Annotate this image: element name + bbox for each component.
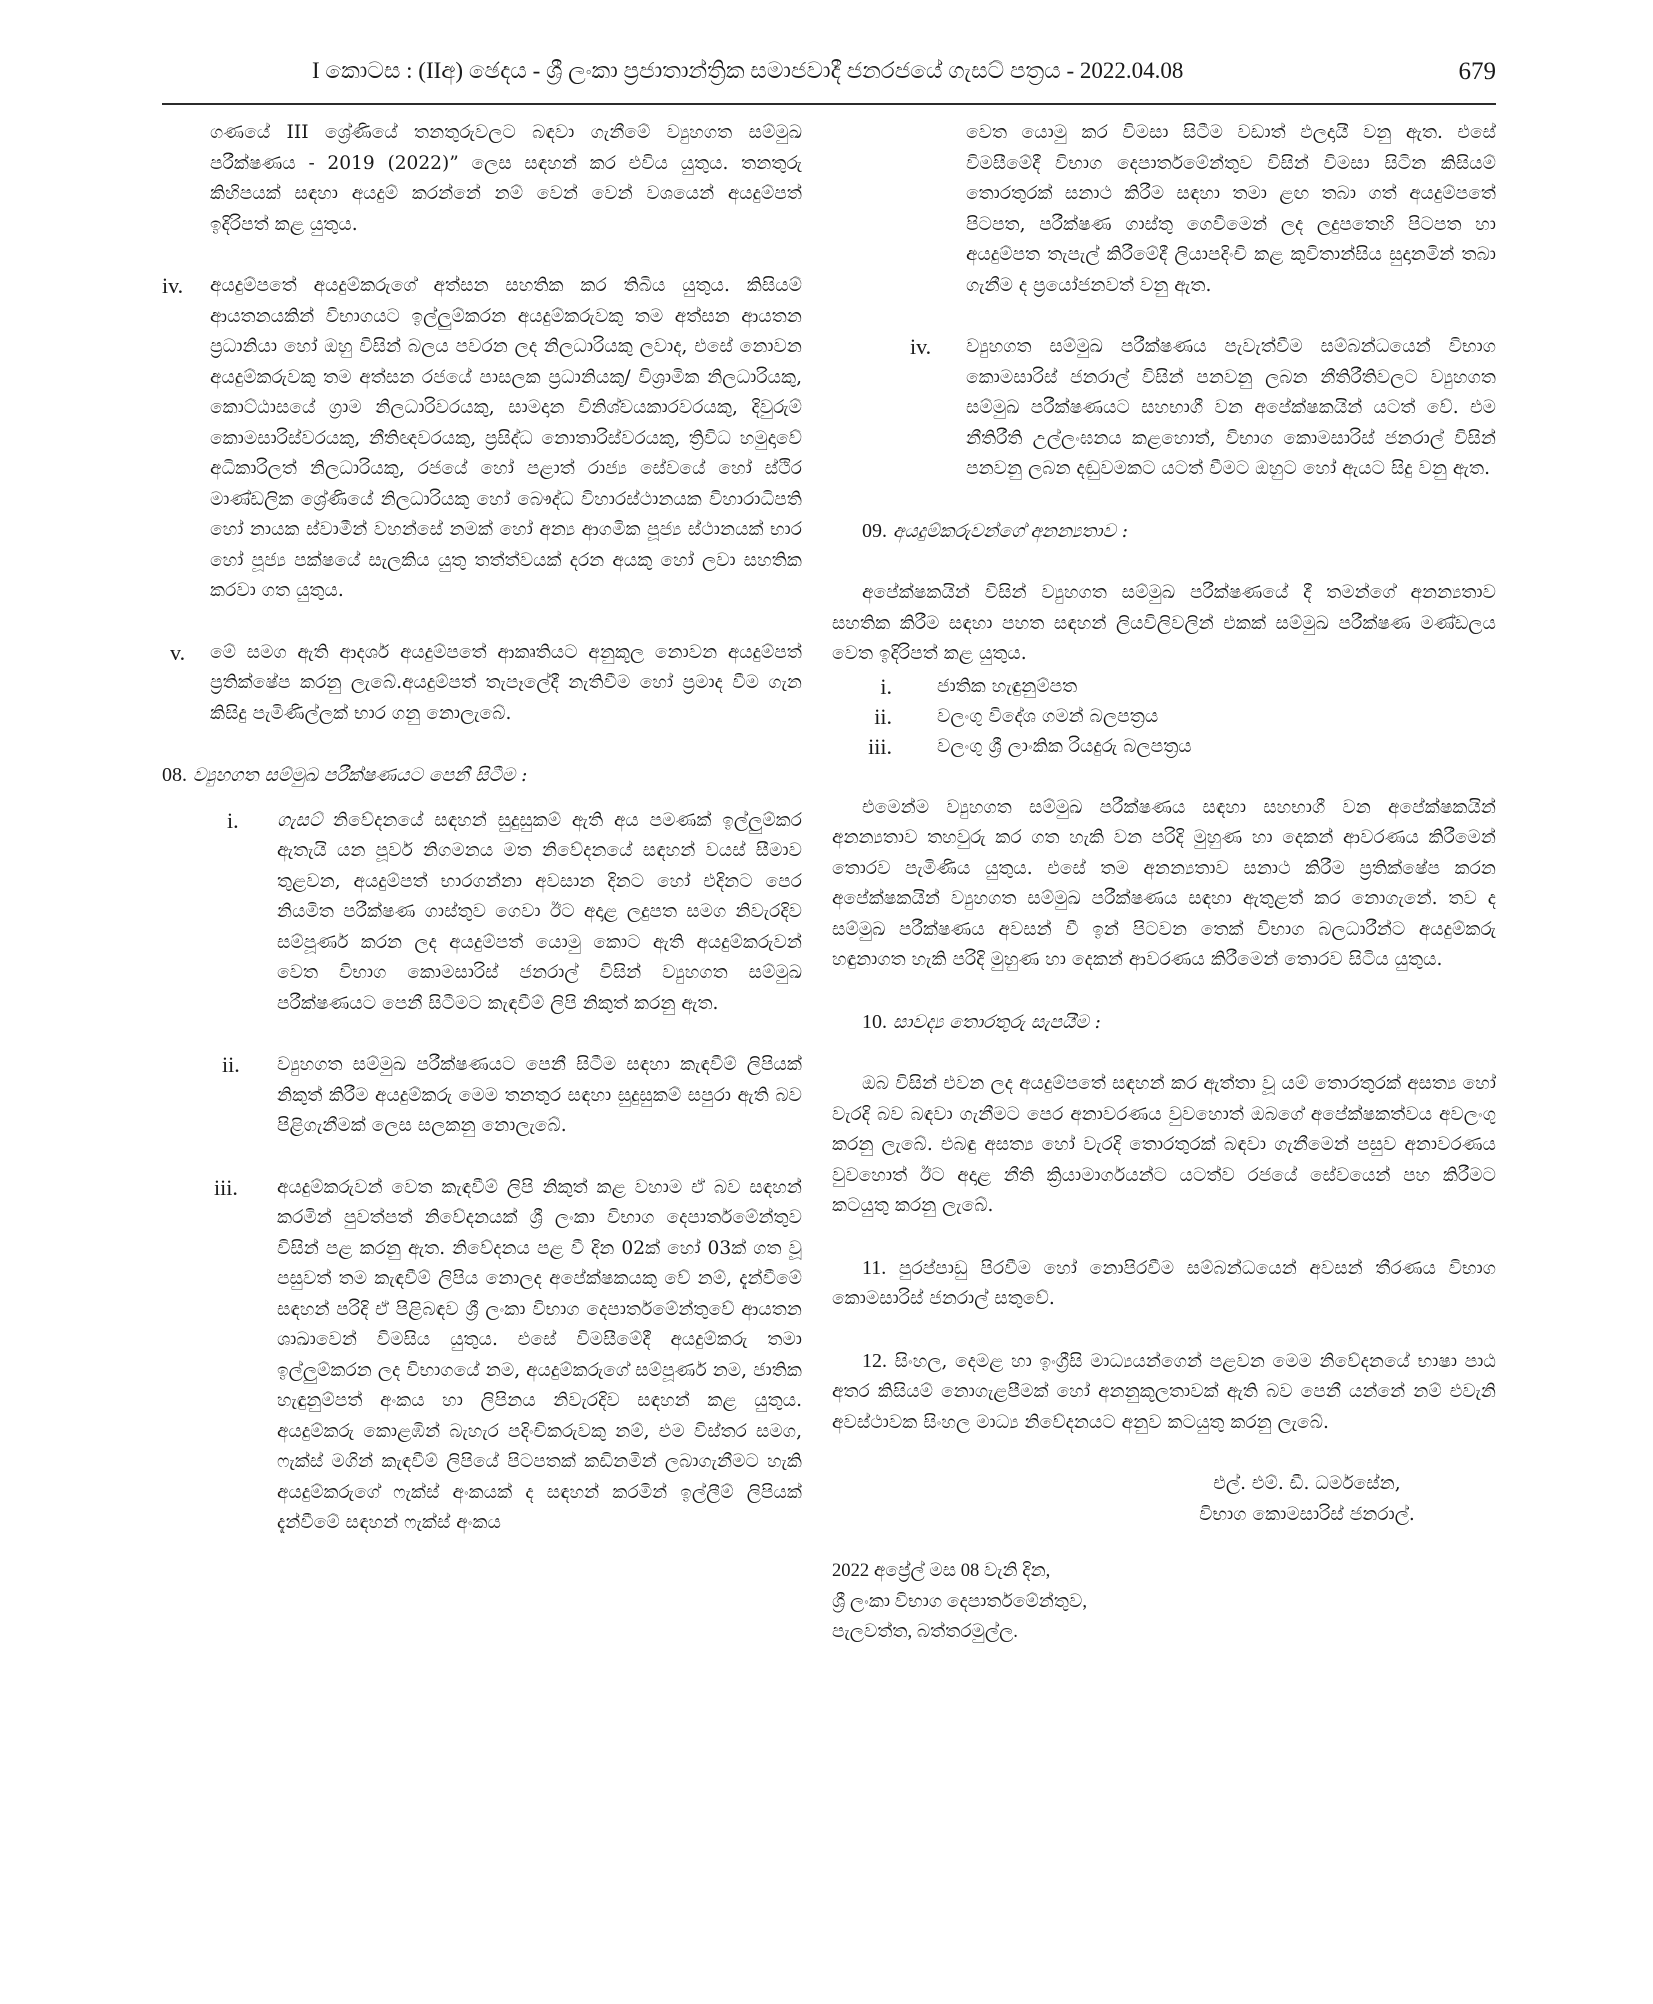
section-08-heading <box>162 760 802 792</box>
section-12-paragraph <box>832 1346 1496 1439</box>
list-num: ii. <box>222 1052 240 1077</box>
signature-block <box>1132 1469 1482 1530</box>
list-text: ජාතික හැඳුනුම්පත <box>937 675 1078 697</box>
header-rule <box>162 103 1496 105</box>
list-num: iii. <box>868 733 892 759</box>
section-text: පුරප්පාඩු පිරවීම හෝ නොපිරවීම සම්බන්ධයෙන් අවසන් තීරණය විභාග කොමසාරිස් ජනරාල් සතුවේ. <box>832 1257 1496 1309</box>
section-title: අයදුම්කරුවන්ගේ අනන්‍යතාව : <box>892 520 1128 542</box>
left-column <box>162 118 802 1539</box>
list-text <box>277 806 802 1020</box>
section-08-item-i <box>162 806 802 1020</box>
gazette-word: ගැසට් <box>277 809 323 831</box>
section-number: 11. <box>862 1256 887 1279</box>
right-column <box>832 118 1496 1648</box>
list-text: අයදුම්කරුවන් වෙත කැඳවීම් ලිපි නිකුත් කළ වහාම ඒ බව සඳහන් කරමින් පුවත්පත් නිවේදනයක් ශ්‍රී ලංකා විභාග දෙපාර්තමේන්තුව විසින් පළ කරනු ඇත. නිවේදනය පළ වී දින 02ක් හෝ 03ක් ගත වූ පසුවත් තම කැඳවීම් ලිපිය නොලද අපේක්ෂකයකු වේ නම්, දැන්වීමේ සඳහන් පරිදි ඒ පිළිබඳව ශ්‍රී ලංකා විභාග දෙපාර්තමේන්තුවේ ආයතන ශාඛාවෙන් විමසිය යුතුය. එසේ විමසීමේදී අයදුම්කරු තමා ඉල්ලුම්කරන ලද විභාගයේ නම, අයදුම්කරුගේ සම්පූර්ණ නම, ජාතික හැඳුනුම්පත් අංකය හා ලිපිනය නිවැරදිව සඳහන් කළ යුතුය. අයදුම්කරු කොළඹින් බැහැර පදිංචිකරුවකු නම්, එම විස්තර සමග, ෆැක්ස් මගින් කැඳවීම් ලිපියේ පිටපතක් කඩිනමින් ලබාගැනීමට හැකි අයදුම්කරුගේ ෆැක්ස් අංකයක් ද සඳහන් කරමින් ඉල්ලීම් ලිපියක් දැන්වීමේ සඳහන් ෆැක්ස් අංකය <box>277 1176 802 1533</box>
list-text: අයදුම්පතේ අයදුම්කරුගේ අත්සන සහතික කර තිබිය යුතුය. කිසියම් ආයතනයකින් විභාගයට ඉල්ලුම්කරන අයදුම්කරුවකු තම අත්සන ආයතන ප්‍රධානියා හෝ ඔහු විසින් බලය පවරන ලද නිලධාරියකු ලවාද, එසේ නොවන අයදුම්කරුවකු තම අත්සන රජයේ පාසලක ප්‍රධානියකු/ විශ්‍රාමික නිලධාරියකු, කොට්ඨාසයේ ග්‍රාම නිලධාරිවරයකු, සාමදාන විනිශ්චයකාරවරයකු, දිවුරුම් කොමසාරිස්වරයකු, නීතිඥවරයකු, ප්‍රසිද්ධ නොතාරිස්වරයකු, ත්‍රිවිධ හමුදාවේ අධිකාරිලත් නිලධාරියකු, රජයේ හෝ පළාත් රාජ්‍ය සේවයේ හෝ ස්ථිර මාණ්ඩලික ශ්‍රේණියේ නිලධාරියකු හෝ බෞද්ධ විහාරස්ථානයක විහාරාධිපති හෝ නායක ස්වාමීන් වහන්සේ නමක් හෝ අන්‍ය ආගමික පූජ්‍ය ස්ථානයක් භාර හෝ පූජ්‍ය පක්ෂයේ සැලකිය යුතු තත්ත්වයක් දරන අයකු හෝ ලවා සහතික කරවා ගත යුතුය. <box>210 275 802 601</box>
section-number: 09. <box>862 519 887 542</box>
list-num: i. <box>227 807 239 833</box>
section-number: 10. <box>862 1010 887 1033</box>
section-08-item-ii <box>162 1050 802 1142</box>
section-08-item-iii <box>162 1173 802 1539</box>
section-09-heading <box>832 516 1496 548</box>
list-item-iv <box>162 271 802 607</box>
list-num: ii. <box>874 703 892 729</box>
section-09-body: එමෙන්ම ව්‍යුහගත සම්මුඛ පරීක්ෂණය සඳහා සහභාගී වන අපේක්ෂකයින් අනන්‍යතාව තහවුරු කර ගත හැකි වන පරිදි මුහුණ හා දෙකන් ආවරණය කිරීමෙන් තොරව පැමිණිය යුතුය. එසේ තම අනන්‍යතාව සනාථ කිරීම ප්‍රතික්ෂේප කරන අපේක්ෂකයින් ව්‍යුහගත සම්මුඛ පරීක්ෂණය සඳහා ඇතුළත් කර නොගැනේ. තව ද සම්මුඛ පරීක්ෂණය අවසන් වී ඉන් පිටවන තෙක් විභාග බලධාරීන්ට අයදුම්කරු හඳුනාගත හැකි පරිදි මුහුණ හා දෙකන් ආවරණය කිරීමෙන් තොරව සිටිය යුතුය. <box>832 796 1496 970</box>
id-documents-list <box>832 672 1496 762</box>
signatory-name: එල්. එම්. ඩී. ධර්මසේන, <box>1213 1473 1401 1494</box>
id-document-item <box>832 702 1496 732</box>
intro-block <box>210 118 802 240</box>
list-text: වලංගු ශ්‍රී ලාංකික රියදුරු බලපත්‍රය <box>937 735 1192 757</box>
section-number: 12. <box>862 1349 887 1372</box>
section-title: ව්‍යුහගත සම්මුඛ පරීක්ෂණයට පෙනී සිටීම : <box>192 765 528 786</box>
list-num: v. <box>170 639 186 665</box>
intro-paragraph: ගණයේ III ශ්‍රේණියේ තනතුරුවලට බඳවා ගැනීමේ ව්‍යුහගත සම්මුඛ පරීක්ෂණය - 2019 (2022)” ලෙස සඳහන් කර එවිය යුතුය. තනතුරු කිහිපයක් සඳහා අයදුම් කරන්නේ නම් වෙන් වෙන් වශයෙන් අයදුම්පත් ඉදිරිපත් කළ යුතුය. <box>210 122 802 235</box>
section-10-heading <box>832 1007 1496 1039</box>
right-list-item-iv <box>832 332 1496 485</box>
list-text-body: නිවේදනයේ සඳහන් සුදුසුකම් ඇති අය පමණක් ඉල්ලුම්කර ඇතැයි යන පූර්ව නිගමනය මත නිවේදනයේ සඳහන් වයස් සීමාව තුළවන, අයදුම්පත් භාරගන්නා අවසාන දිනට හෝ එදිනට පෙර නියමිත පරීක්ෂණ ගාස්තුව ගෙවා ඊට අදාළ ලදුපත සමග නිවැරදිව සම්පූර්ණ කරන ලද අයදුම්පත් යොමු කොට ඇති අයදුම්කරුවන් වෙත විභාග කොමසාරිස් ජනරාල් විසින් ව්‍යුහගත සම්මුඛ පරීක්ෂණයට පෙනී සිටීමට කැඳවීම් ලිපි නිකුත් කරනු ඇත. <box>277 809 802 1014</box>
address-line: පැලවත්ත, බත්තරමුල්ල. <box>832 1621 1018 1642</box>
page-header <box>162 58 1496 100</box>
section-11-paragraph <box>832 1253 1496 1315</box>
section-09-intro: අපේක්ෂකයින් විසින් ව්‍යුහගත සම්මුඛ පරීක්ෂණයේ දී තමන්ගේ අනන්‍යතාව සහතික කිරීම සඳහා පහත සඳහන් ලියවිලිවලින් එකක් සම්මුඛ පරීක්ෂණ මණ්ඩලය වෙත ඉදිරිපත් කළ යුතුය. <box>832 582 1496 664</box>
section-text: සිංහල, දෙමළ හා ඉංග්‍රීසි මාධ්‍යයන්ගෙන් පළවන මෙම නිවේදනයේ භාෂා පාඨ අතර කිසියම් නොගැළපීමක් හෝ අනනුකූලතාවක් ඇති බව පෙනී යන්නේ නම් එවැනි අවස්ථාවක සිංහල මාධ්‍ය නිවේදනයට අනුව කටයුතු කරනු ලැබේ. <box>832 1350 1496 1433</box>
list-num: iii. <box>214 1174 238 1200</box>
list-text: මේ සමග ඇති ආදර්ශ අයදුම්පතේ ආකෘතියට අනුකූල නොවන අයදුම්පත් ප්‍රතික්ෂේප කරනු ලැබේ.අයදුම්පත් තැපෑලේදී නැතිවීම හෝ ප්‍රමාද වීම ගැන කිසිදු පැමිණිල්ලක් භාර ගනු නොලැබේ. <box>210 641 802 724</box>
page-number: 679 <box>1458 58 1496 85</box>
continuation-block <box>832 118 1496 301</box>
list-num: iv. <box>162 273 184 298</box>
list-num: i. <box>880 673 892 699</box>
list-text: ව්‍යුහගත සම්මුඛ පරීක්ෂණයට පෙනී සිටීම සඳහා කැඳවීම් ලිපියක් නිකුත් කිරීම අයදුම්කරු මෙම තනතුර සඳහා සුදුසුකම් සපුරා ඇති බව පිළිගැනීමක් ලෙස සලකනු නොලැබේ. <box>277 1054 802 1136</box>
id-document-item <box>832 672 1496 702</box>
list-item-v <box>162 638 802 730</box>
list-num: iv. <box>910 334 932 359</box>
department-line: ශ්‍රී ලංකා විභාග දෙපාර්තමේන්තුව, <box>832 1590 1087 1612</box>
section-number: 08. <box>162 764 187 786</box>
continuation-paragraph: වෙත යොමු කර විමසා සිටීම වඩාත් ඵලදායී වනු ඇත. එසේ විමසීමේදී විභාග දෙපාර්තමේන්තුව විසින් විමසා සිටින කිසියම් තොරතුරක් සනාථ කිරීම සඳහා තමා ළඟ තබා ගත් අයදුම්පතේ පිටපත, පරීක්ෂණ ගාස්තු ගෙවීමෙන් ලද ලදුපතෙහි පිටපත හා අයදුම්පත තැපැල් කිරීමේදී ලියාපදිංචි කළ කුවිතාන්සිය සුදානමින් තබා ගැනීම ද ප්‍රයෝජනවත් වනු ඇත. <box>966 122 1496 296</box>
id-document-item <box>832 732 1496 762</box>
list-text: ව්‍යුහගත සම්මුඛ පරීක්ෂණය පැවැත්වීම සම්බන්ධයෙන් විභාග කොමසාරිස් ජනරාල් විසින් පනවනු ලබන නීතිරීතිවලට ව්‍යුහගත සම්මුඛ පරීක්ෂණයට සහභාගී වන අපේක්ෂකයින් යටත් වේ. එම නීතිරීති උල්ලංඝනය කළහොත්, විභාග කොමසාරිස් ජනරාල් විසින් පනවනු ලබන දඬුවමකට යටත් වීමට ඔහුට හෝ ඇයට සිදු වනු ඇත. <box>966 336 1496 479</box>
list-text: වලංගු විදේශ ගමන් බලපත්‍රය <box>937 705 1159 727</box>
section-10-body: ඔබ විසින් එවන ලද අයදුම්පතේ සඳහන් කර ඇත්තා වූ යම් තොරතුරක් අසත්‍ය හෝ වැරදි බව බඳවා ගැනීමට පෙර අනාවරණය වුවහොත් ඔබගේ අපේක්ෂකත්වය අවලංගු කරනු ලැබේ. එබඳු අසත්‍ය හෝ වැරදි තොරතුරක් බඳවා ගැනීමෙන් පසුව අනාවරණය වුවහොත් ඊට අදාළ නීති ක්‍රියාමාර්ගයන්ට යටත්ව රජයේ සේවයෙන් පහ කිරීමට කටයුතු කරනු ලැබේ. <box>832 1073 1496 1216</box>
date-block <box>832 1556 1496 1648</box>
date-line: 2022 අප්‍රේල් මස 08 වැනි දින, <box>832 1560 1051 1581</box>
header-title: I කොටස : (IIඅ) ඡෙදය - ශ්‍රී ලංකා ප්‍රජාතාන්ත්‍රික සමාජවාදී ජනරජයේ ගැසට් පත්‍රය - 2022.04.08 <box>312 58 1184 83</box>
section-title: සාවද්‍ය තොරතුරු සැපයීම : <box>892 1011 1101 1033</box>
signatory-title: විභාග කොමසාරිස් ජනරාල්. <box>1199 1503 1415 1525</box>
